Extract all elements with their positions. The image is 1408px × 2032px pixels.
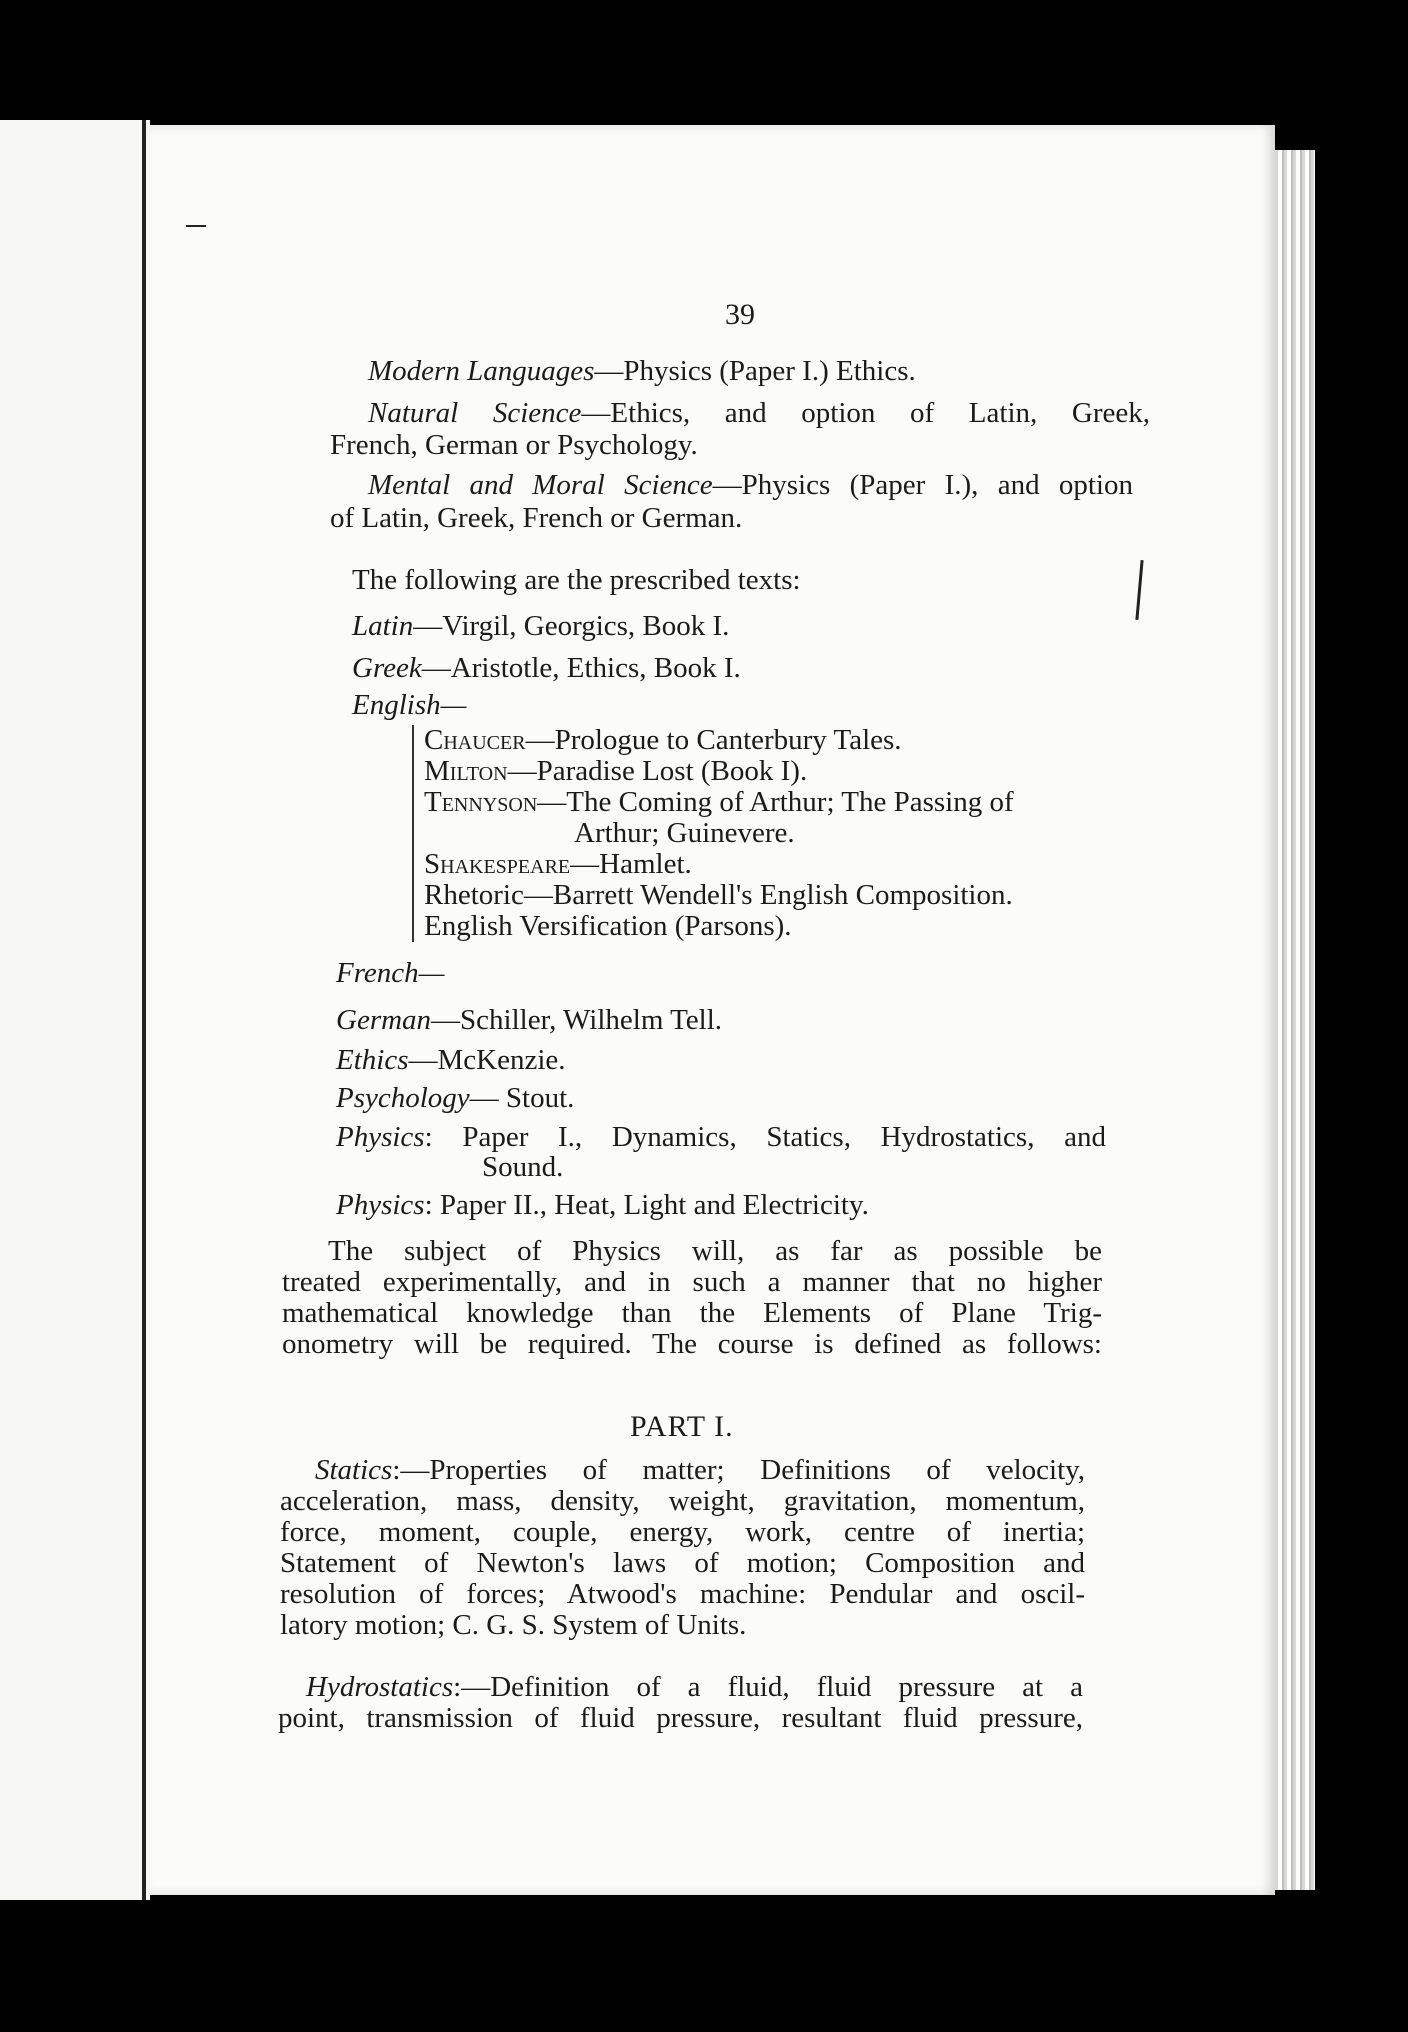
physics-paragraph [282, 1236, 1102, 1360]
english-label: English— [352, 689, 467, 721]
ethics-line [336, 1045, 1096, 1076]
statics-line-1 [280, 1455, 1085, 1486]
mental-moral-line-1 [368, 470, 1133, 501]
physics2-text: : Paper II., Heat, Light and Electricity. [424, 1189, 869, 1221]
physics-paragraph-line-3: mathematical knowledge than the Elements of Plane Trig- [282, 1297, 1102, 1329]
part-heading: PART I. [630, 1410, 734, 1443]
statics-paragraph [280, 1455, 1085, 1641]
statics-text: :—Properties of matter; Definitions of velocity, [392, 1454, 1085, 1486]
texts-intro: The following are the prescribed texts: [352, 564, 801, 596]
psychology-label: Psychology [336, 1082, 470, 1114]
tennyson-item [424, 787, 1144, 818]
psychology-line [336, 1083, 1096, 1114]
german-text: —Schiller, Wilhelm Tell. [431, 1004, 723, 1036]
hydrostatics-line-1 [278, 1672, 1083, 1703]
shakespeare-item [424, 849, 1144, 880]
facing-page-edge [0, 120, 150, 1900]
statics-line-6: latory motion; C. G. S. System of Units. [280, 1609, 747, 1641]
margin-mark [186, 225, 206, 227]
physics2-label: Physics [336, 1189, 425, 1221]
physics-paragraph-line-2: treated experimentally, and in such a manner that no higher [282, 1266, 1102, 1298]
german-line [336, 1005, 1096, 1036]
physics-paper2-line [336, 1190, 1096, 1221]
hydrostatics-line-2: point, transmission of fluid pressure, resultant fluid pressure, [278, 1702, 1083, 1734]
mental-moral-line-2: of Latin, Greek, French or German. [330, 502, 743, 534]
physics-paper1-line-1 [336, 1122, 1106, 1153]
page-number: 39 [725, 298, 755, 331]
modern-languages-text: —Physics (Paper I.) Ethics. [594, 355, 916, 387]
statics-line-3: force, moment, couple, energy, work, centre of inertia; [280, 1516, 1085, 1548]
tennyson-text: —The Coming of Arthur; The Passing of [537, 786, 1014, 818]
natural-science-label: Natural Science [368, 397, 582, 429]
greek-text: —Aristotle, Ethics, Book I. [421, 652, 741, 684]
milton-author: Milton [424, 755, 508, 787]
page-edges [1275, 150, 1315, 1890]
greek-line [352, 653, 1052, 684]
shakespeare-author: Shakespeare [424, 848, 571, 880]
mental-moral-label: Mental and Moral Science [368, 469, 713, 501]
chaucer-text: —Prologue to Canterbury Tales. [525, 724, 902, 756]
statics-line-2: acceleration, mass, density, weight, gravitation, momentum, [280, 1485, 1085, 1517]
ethics-label: Ethics [336, 1044, 409, 1076]
modern-languages-line [368, 356, 1088, 387]
mental-moral-text: —Physics (Paper I.), and option [712, 469, 1133, 501]
statics-line-5: resolution of forces; Atwood's machine: Pendular and oscil- [280, 1578, 1085, 1610]
english-texts-list [412, 725, 1144, 942]
modern-languages-label: Modern Languages [368, 355, 595, 387]
physics-paragraph-line-1: The subject of Physics will, as far as possible be [328, 1235, 1102, 1267]
physics1-label: Physics [336, 1121, 425, 1153]
statics-line-4: Statement of Newton's laws of motion; Composition and [280, 1547, 1085, 1579]
chaucer-item [424, 725, 1144, 756]
natural-science-text: —Ethics, and option of Latin, Greek, [581, 397, 1150, 429]
rhetoric-item: Rhetoric—Barrett Wendell's English Composition. [424, 879, 1013, 911]
tennyson-author: Tennyson [424, 786, 538, 818]
milton-text: —Paradise Lost (Book I). [507, 755, 808, 787]
french-label: French— [336, 957, 445, 989]
ethics-text: —McKenzie. [408, 1044, 566, 1076]
psychology-text: — Stout. [469, 1082, 575, 1114]
hydrostatics-text: :—Definition of a fluid, fluid pressure at a [453, 1671, 1083, 1703]
hydrostatics-paragraph [278, 1672, 1083, 1734]
physics1-text: : Paper I., Dynamics, Statics, Hydrostatics, and [424, 1121, 1106, 1153]
natural-science-line-1 [368, 398, 1150, 429]
latin-label: Latin [352, 610, 414, 642]
chaucer-author: Chaucer [424, 724, 526, 756]
statics-label: Statics [315, 1454, 393, 1486]
tennyson-item-cont: Arthur; Guinevere. [574, 817, 795, 849]
greek-label: Greek [352, 652, 422, 684]
german-label: German [336, 1004, 432, 1036]
shakespeare-text: —Hamlet. [570, 848, 692, 880]
physics-paragraph-line-4: onometry will be required. The course is defined as follows: [282, 1328, 1102, 1360]
latin-text: —Virgil, Georgics, Book I. [413, 610, 730, 642]
hydrostatics-label: Hydrostatics [306, 1671, 454, 1703]
physics-paper1-line-2: Sound. [482, 1151, 564, 1183]
versification-item: English Versification (Parsons). [424, 910, 792, 942]
milton-item [424, 756, 1144, 787]
natural-science-line-2: French, German or Psychology. [330, 429, 698, 461]
latin-line [352, 611, 1052, 642]
